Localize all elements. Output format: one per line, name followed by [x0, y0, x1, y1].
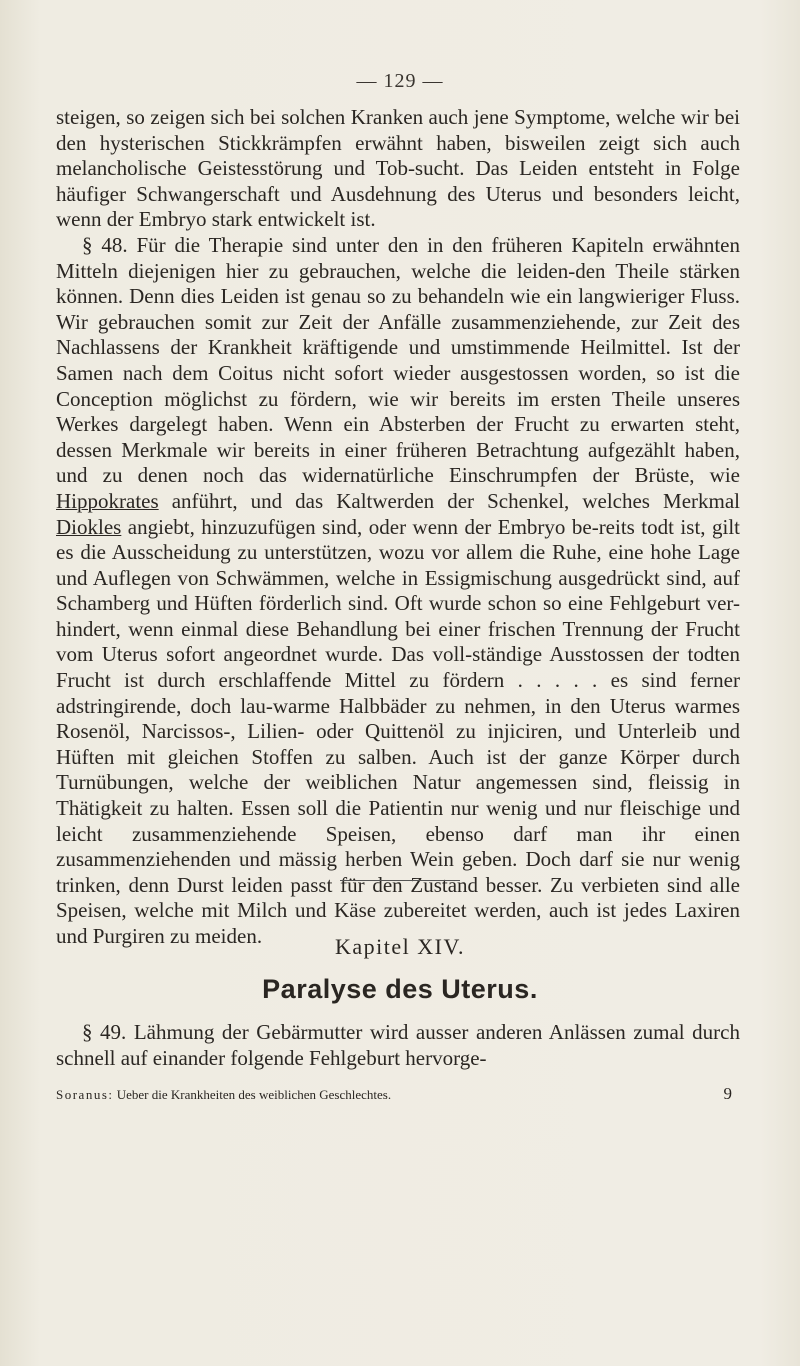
section-divider: [340, 880, 460, 881]
paragraph-2-part-a: § 48. Für die Therapie sind unter den in den früheren Kapiteln erwähnten Mitteln diejenigen hier zu gebrauchen, welche die leiden-den Theile stärken können. Denn dies Leiden ist genau so zu behandeln wie ein langwieriger Fluss. Wir gebrauchen somit zur Zeit der Anfälle zusammenziehende, zur Zeit des Nachlassens der Krankheit kräftigende und umstimmende Heilmittel. Ist der Samen nach dem Coitus nicht sofort wieder ausgestossen worden, so ist die Conception möglichst zu fördern, wie wir bereits im ersten Theile unseres Werkes dargelegt haben. Wenn ein Absterben der Frucht zu erwarten steht, dessen Merkmale wir bereits in einer früheren Betrachtung aufgezählt haben, und zu denen noch das widernatürliche Einschrumpfen der Brüste, wie: [56, 232, 740, 488]
paragraph-2: [56, 233, 740, 950]
footer-work: Ueber die Krankheiten des weiblichen Geschlechtes.: [116, 1087, 392, 1102]
paragraph-3: § 49. Lähmung der Gebärmutter wird ausser anderen Anlässen zumal durch schnell auf einander folgende Fehlgeburt hervorge-: [56, 1020, 740, 1070]
page-number: — 129 —: [356, 70, 444, 92]
paragraph-2-part-b: anführt, und das Kaltwerden der Schenkel, welches Merkmal: [158, 488, 740, 513]
footer-author: Soranus:: [56, 1087, 114, 1102]
paragraph-2-part-c: angiebt, hinzuzufügen sind, oder wenn der Embryo be-reits todt ist, gilt es die Ausscheidung zu unterstützen, wozu vor allem die Ruhe, eine hohe Lage und Auflegen von Schwämmen, welche in Essigmischung ausgedrückt sind, auf Schamberg und Hüften förderlich sind. Oft wurde schon so eine Fehlgeburt ver-hindert, wenn einmal diese Behandlung bei einer frischen Trennung der Frucht vom Uterus sofort angeordnet wurde. Das voll-ständige Ausstossen der todten Frucht ist durch erschlaffende Mittel zu fördern . . . . . es sind ferner adstringirende, doch lau-warme Halbbäder zu nehmen, in den Uterus warmes Rosenöl, Narcissos-, Lilien- oder Quittenöl zu injiciren, und Unterleib und Hüften mit gleichen Stoffen zu salben. Auch ist der ganze Körper durch Turnübungen, welche der weiblichen Natur angemessen sind, fleissig in Thätigkeit zu halten. Essen soll die Patientin nur wenig und nur fleischige und leicht zusammenziehende Speisen, ebenso darf man ihr einen zusammenziehenden und mässig herben Wein geben. Doch darf sie nur wenig trinken, denn Durst leiden passt für den Zustand besser. Zu verbieten sind alle Speisen, welche mit Milch und Käse zubereitet werden, auch ist jedes Laxiren und Purgiren zu meiden.: [56, 514, 740, 948]
footer-source: [56, 1087, 391, 1103]
body-text: [56, 105, 740, 950]
page-footer: [56, 1078, 740, 1104]
name-diokles: Diokles: [56, 514, 122, 539]
chapter-label: Kapitel XIV.: [334, 934, 466, 959]
name-hippokrates: Hippokrates: [56, 488, 159, 513]
chapter-title: Paralyse des Uterus.: [262, 974, 538, 1004]
chapter-text: [56, 1020, 740, 1071]
signature-mark: 9: [723, 1084, 732, 1103]
paragraph-1: steigen, so zeigen sich bei solchen Kranken auch jene Symptome, welche wir bei den hysterischen Stickkrämpfen erwähnt haben, bisweilen zeigt sich auch melancholische Geistesstörung und Tob-sucht. Das Leiden entsteht in Folge häufiger Schwangerschaft und Ausdehnung des Uterus und besonders leicht, wenn der Embryo stark entwickelt ist.: [56, 105, 740, 232]
